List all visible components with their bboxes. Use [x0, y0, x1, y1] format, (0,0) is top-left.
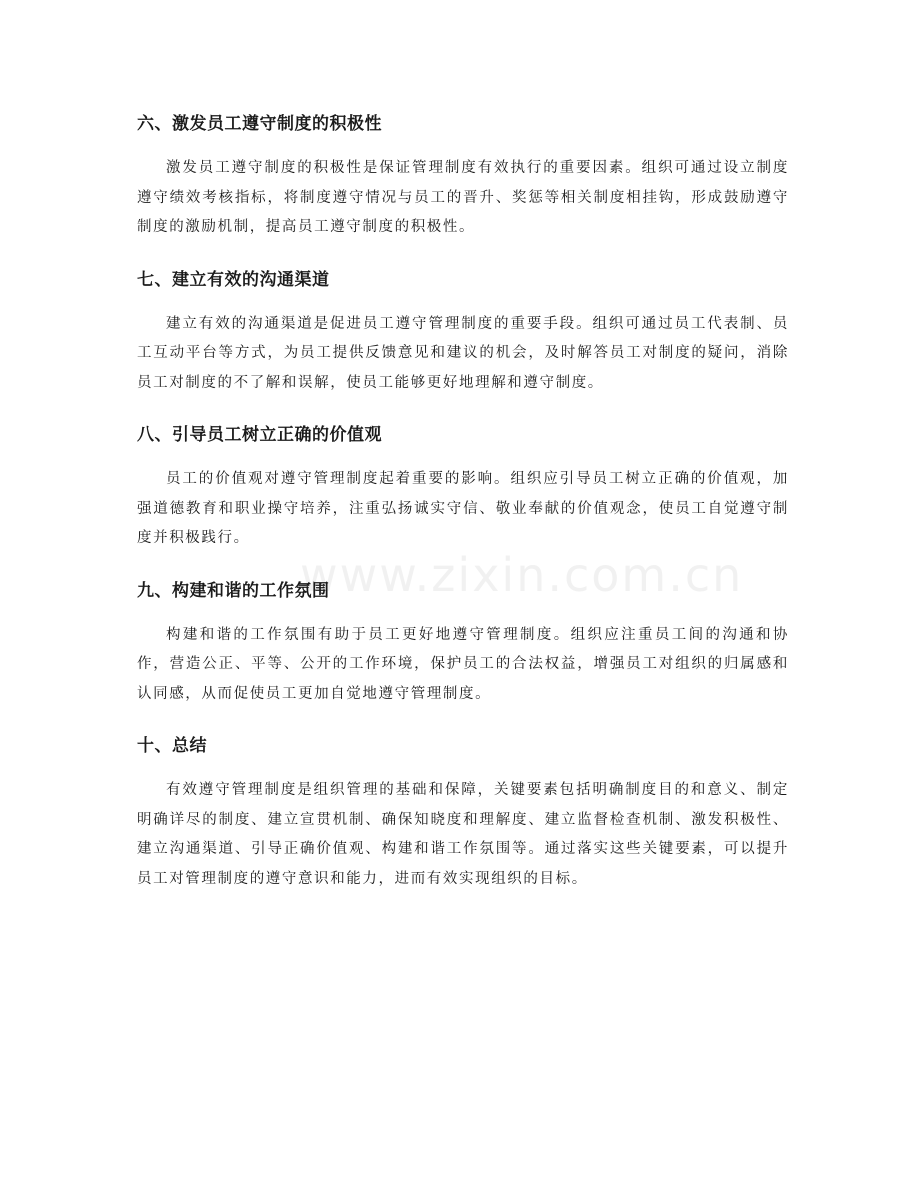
- section-heading: 六、激发员工遵守制度的积极性: [137, 114, 382, 134]
- section-paragraph: 有效遵守管理制度是组织管理的基础和保障，关键要素包括明确制度目的和意义、制定明确详尽的制度、建立宣贯机制、确保知晓度和理解度、建立监督检查机制、激发积极性、建立沟通渠道、引导正确价值观、构建和谐工作氛围等。通过落实这些关键要素，可以提升员工对管理制度的遵守意识和能力，进而有效实现组织的目标。: [137, 782, 789, 887]
- section-heading: 八、引导员工树立正确的价值观: [137, 425, 382, 445]
- section-heading: 九、构建和谐的工作氛围: [137, 580, 330, 601]
- section-8: [137, 417, 789, 554]
- document-content: [137, 106, 789, 913]
- section-6: [137, 106, 789, 243]
- section-paragraph: 激发员工遵守制度的积极性是保证管理制度有效执行的重要因素。组织可通过设立制度遵守绩效考核指标，将制度遵守情况与员工的晋升、奖惩等相关制度相挂钩，形成鼓励遵守制度的激励机制，提高员工遵守制度的积极性。: [137, 160, 789, 235]
- section-9: [137, 573, 789, 710]
- watermark: www.zixin.com.cn: [300, 548, 744, 602]
- section-7: [137, 262, 789, 399]
- section-heading: 十、总结: [137, 736, 207, 756]
- section-paragraph: 构建和谐的工作氛围有助于员工更好地遵守管理制度。组织应注重员工间的沟通和协作，营造公正、平等、公开的工作环境，保护员工的合法权益，增强员工对组织的归属感和认同感，从而促使员工更加自觉地遵守管理制度。: [137, 626, 789, 702]
- section-heading: 七、建立有效的沟通渠道: [137, 269, 330, 290]
- section-paragraph: 员工的价值观对遵守管理制度起着重要的影响。组织应引导员工树立正确的价值观，加强道德教育和职业操守培养，注重弘扬诚实守信、敬业奉献的价值观念，使员工自觉遵守制度并积极践行。: [137, 471, 789, 546]
- section-10: [137, 728, 789, 894]
- section-paragraph: 建立有效的沟通渠道是促进员工遵守管理制度的重要手段。组织可通过员工代表制、员工互动平台等方式，为员工提供反馈意见和建议的机会，及时解答员工对制度的疑问，消除员工对制度的不了解和误解，使员工能够更好地理解和遵守制度。: [137, 315, 789, 391]
